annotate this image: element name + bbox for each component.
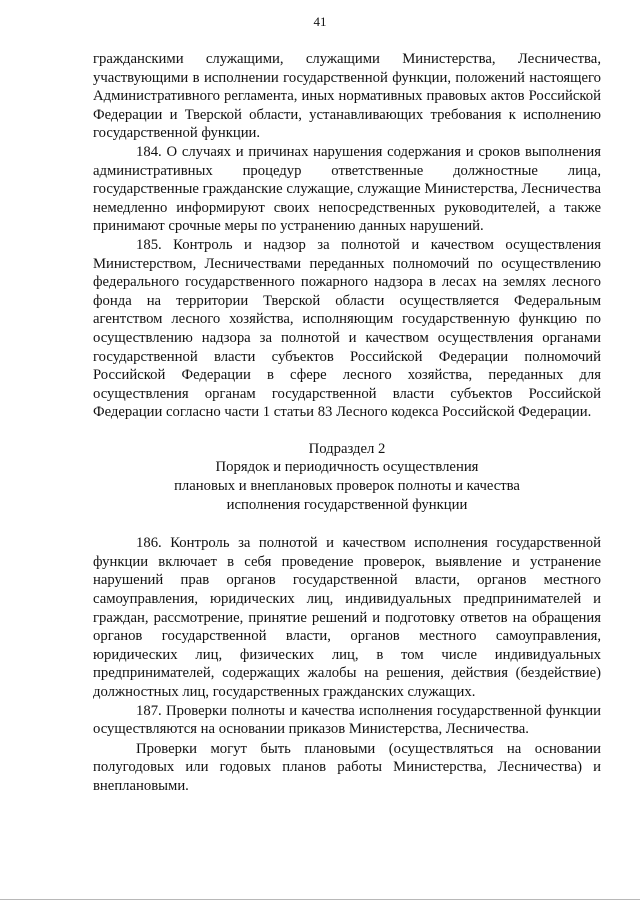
paragraph-187-continuation: Проверки могут быть плановыми (осуществляться на основании полугодовых или годовых планов работы Министерства, Лесничества) и внеплановыми.: [93, 740, 601, 794]
scan-bottom-edge: [0, 899, 640, 900]
paragraph-183-continuation: гражданскими служащими, служащими Министерства, Лесничества, участвующими в исполнении государственной функции, положений настоящего Административного регламента, иных нормативных правовых актов Российской Федерации и Тверской области, устанавливающих требования к исполнению государственной функции.: [93, 51, 601, 142]
subsection-title-line-3: исполнения государственной функции: [226, 496, 468, 513]
document-body: [93, 50, 601, 796]
page-number: 41: [313, 14, 327, 29]
subsection-title-line-2: плановых и внеплановых проверок полноты и качества: [174, 478, 520, 495]
paragraph-185: 185. Контроль и надзор за полнотой и качеством осуществления Министерством, Лесничествами переданных полномочий по осуществлению федерального государственного пожарного надзора в лесах на землях лесного фонда на территории Тверской области осуществляется Федеральным агентством лесного хозяйства, исполняющим государственную функцию по осуществлению надзора за полнотой и качеством осуществления органами государственной власти субъектов Российской Федерации полномочий Российской Федерации в сфере лесного хозяйства, переданных для осуществления органам государственной власти субъектов Российской Федерации согласно части 1 статьи 83 Лесного кодекса Российской Федерации.: [93, 236, 601, 421]
subsection-label: Подраздел 2: [308, 440, 386, 457]
paragraph-187: 187. Проверки полноты и качества исполнения государственной функции осуществляются на основании приказов Министерства, Лесничества.: [93, 702, 601, 738]
subsection-heading: [93, 440, 601, 514]
subsection-title-line-1: Порядок и периодичность осуществления: [215, 459, 479, 476]
paragraph-186: 186. Контроль за полнотой и качеством исполнения государственной функции включает в себя проведение проверок, выявление и устранение нарушений прав органов государственной власти, органов местного самоуправления, юридических лиц, индивидуальных предпринимателей и граждан, рассмотрение, принятие решений и подготовку ответов на обращения органов государственной власти, органов местного самоуправления, юридических лиц, физических лиц, в том числе индивидуальных предпринимателей, содержащих жалобы на решения, действия (бездействие) должностных лиц, государственных гражданских служащих.: [93, 535, 601, 700]
paragraph-184: 184. О случаях и причинах нарушения содержания и сроков выполнения административных процедур ответственные должностные лица, государственные гражданские служащие, служащие Министерства, Лесничества немедленно информируют своих непосредственных руководителей, а также принимают срочные меры по устранению данных нарушений.: [93, 143, 601, 235]
